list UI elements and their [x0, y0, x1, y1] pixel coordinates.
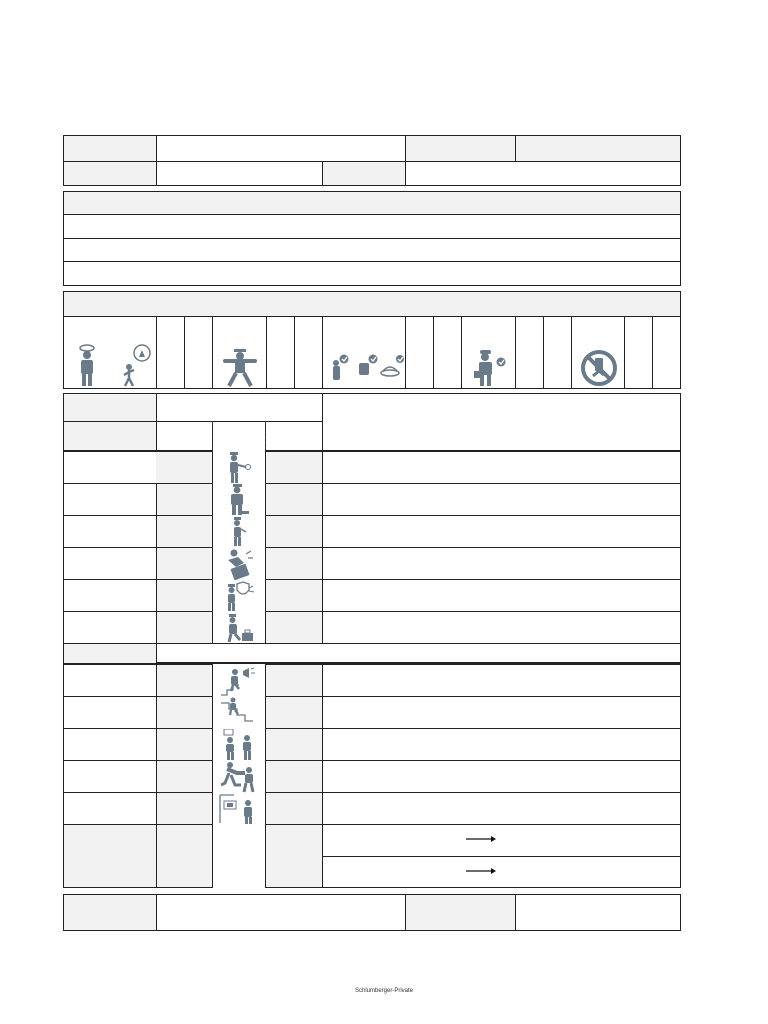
hazard-icon-cell-5	[571, 316, 625, 389]
footer-classification: Schlumberger-Private	[354, 988, 414, 994]
summary-row-notes-2[interactable]	[322, 856, 681, 888]
description-row-3[interactable]	[63, 261, 681, 286]
task-subheader-label	[63, 421, 157, 451]
task-row-1-score-1[interactable]	[156, 451, 213, 484]
task-row-4-score-1[interactable]	[156, 547, 213, 580]
hazard-check-3b[interactable]	[433, 316, 462, 389]
hazard-check-1a[interactable]	[156, 316, 185, 389]
hazard-icon-cell-2	[212, 316, 267, 389]
ppe-check-icon	[326, 353, 404, 383]
lifeguard-icon	[74, 343, 104, 387]
hazard-check-3a[interactable]	[405, 316, 434, 389]
hazard-check-1b[interactable]	[184, 316, 213, 389]
hazard-icon-cell-4	[461, 316, 516, 389]
task-row-3-score-1[interactable]	[156, 515, 213, 548]
task-row-6-score-1[interactable]	[156, 611, 213, 644]
lower-row-4-score-2[interactable]	[265, 760, 323, 793]
header-value-cell-4[interactable]	[405, 161, 681, 186]
task-row-2-score-1[interactable]	[156, 483, 213, 516]
hazard-check-2a[interactable]	[266, 316, 295, 389]
header-label-cell-1	[63, 135, 157, 162]
signature-label-2	[405, 894, 516, 931]
lower-row-1-label	[63, 664, 157, 697]
worker-tools-icon	[474, 349, 508, 387]
worker-small-icon	[229, 517, 249, 547]
worker-stairs-horn-icon	[219, 665, 259, 697]
lower-row-1-notes[interactable]	[322, 664, 681, 697]
section-separator-value[interactable]	[156, 643, 681, 664]
task-row-3-score-2[interactable]	[265, 515, 323, 548]
worker-shield-icon	[225, 580, 255, 612]
summary-row-label	[63, 824, 157, 888]
task-row-5-label	[63, 579, 157, 612]
task-row-5-score-2[interactable]	[265, 579, 323, 612]
hazard-check-4b[interactable]	[543, 316, 572, 389]
lower-row-5-score-1[interactable]	[156, 792, 213, 825]
signature-value-2[interactable]	[515, 894, 681, 931]
worker-reaching-icon	[225, 452, 253, 484]
task-row-4-label	[63, 547, 157, 580]
lower-row-4-notes[interactable]	[322, 760, 681, 793]
running-fire-icon	[120, 343, 154, 387]
hazard-icon-cell-1	[63, 316, 157, 389]
task-header-label	[63, 393, 157, 422]
header-label-cell-4	[322, 161, 406, 186]
task-row-6-score-2[interactable]	[265, 611, 323, 644]
lower-row-5-score-2[interactable]	[265, 792, 323, 825]
header-value-cell-2[interactable]	[515, 135, 681, 162]
lower-row-3-label	[63, 728, 157, 761]
task-subheader-col-1	[156, 421, 213, 451]
worker-pushing-icon	[221, 761, 257, 793]
worker-stairs-icon	[219, 697, 259, 727]
task-row-1-score-2[interactable]	[265, 451, 323, 484]
hazard-header	[63, 291, 681, 317]
hazard-check-5b[interactable]	[652, 316, 681, 389]
summary-row-score-2[interactable]	[265, 824, 323, 888]
lower-row-2-label	[63, 696, 157, 729]
task-row-2-notes[interactable]	[322, 483, 681, 516]
lower-row-1-score-1[interactable]	[156, 664, 213, 697]
task-header-value[interactable]	[156, 393, 323, 422]
lower-row-2-score-1[interactable]	[156, 696, 213, 729]
task-row-4-notes[interactable]	[322, 547, 681, 580]
signature-label-1	[63, 894, 157, 931]
falling-object-icon	[224, 548, 254, 580]
lower-row-2-score-2[interactable]	[265, 696, 323, 729]
task-row-3-label	[63, 515, 157, 548]
task-row-5-score-1[interactable]	[156, 579, 213, 612]
task-subheader-col-2	[265, 421, 323, 451]
lower-row-3-score-2[interactable]	[265, 728, 323, 761]
header-value-cell-1[interactable]	[156, 135, 406, 162]
task-row-1-label	[63, 451, 157, 484]
task-row-1-notes[interactable]	[322, 451, 681, 484]
worker-toolbox-icon	[225, 612, 255, 644]
task-row-6-notes[interactable]	[322, 611, 681, 644]
task-row-4-score-2[interactable]	[265, 547, 323, 580]
task-row-5-notes[interactable]	[322, 579, 681, 612]
description-row-1[interactable]	[63, 214, 681, 239]
task-row-2-label	[63, 483, 157, 516]
header-label-cell-3	[63, 161, 157, 186]
lower-row-4-score-1[interactable]	[156, 760, 213, 793]
summary-row-notes-1[interactable]	[322, 824, 681, 857]
lower-row-2-notes[interactable]	[322, 696, 681, 729]
no-phone-icon	[580, 349, 618, 387]
lower-row-5-label	[63, 792, 157, 825]
task-row-6-label	[63, 611, 157, 644]
summary-row-score-1[interactable]	[156, 824, 213, 888]
task-row-3-notes[interactable]	[322, 515, 681, 548]
description-header	[63, 191, 681, 215]
arrow-right-icon	[466, 867, 498, 875]
arrow-right-icon	[466, 835, 498, 843]
task-notes-header[interactable]	[322, 393, 681, 451]
signature-value-1[interactable]	[156, 894, 406, 931]
task-row-2-score-2[interactable]	[265, 483, 323, 516]
arms-extended-icon	[222, 349, 258, 387]
lower-row-3-score-1[interactable]	[156, 728, 213, 761]
two-workers-icon	[222, 729, 256, 761]
worker-standing-icon	[227, 484, 251, 516]
hazard-check-2b[interactable]	[294, 316, 323, 389]
hazard-icon-cell-3	[322, 316, 406, 389]
header-label-cell-2	[405, 135, 516, 162]
lower-row-5-notes[interactable]	[322, 792, 681, 825]
lower-row-4-label	[63, 760, 157, 793]
section-separator-label	[63, 643, 157, 664]
lower-row-1-score-2[interactable]	[265, 664, 323, 697]
lower-row-3-notes[interactable]	[322, 728, 681, 761]
hazard-check-5a[interactable]	[624, 316, 653, 389]
hazard-check-4a[interactable]	[515, 316, 544, 389]
worker-board-icon	[218, 793, 258, 825]
description-row-2[interactable]	[63, 238, 681, 262]
header-value-cell-3[interactable]	[156, 161, 323, 186]
